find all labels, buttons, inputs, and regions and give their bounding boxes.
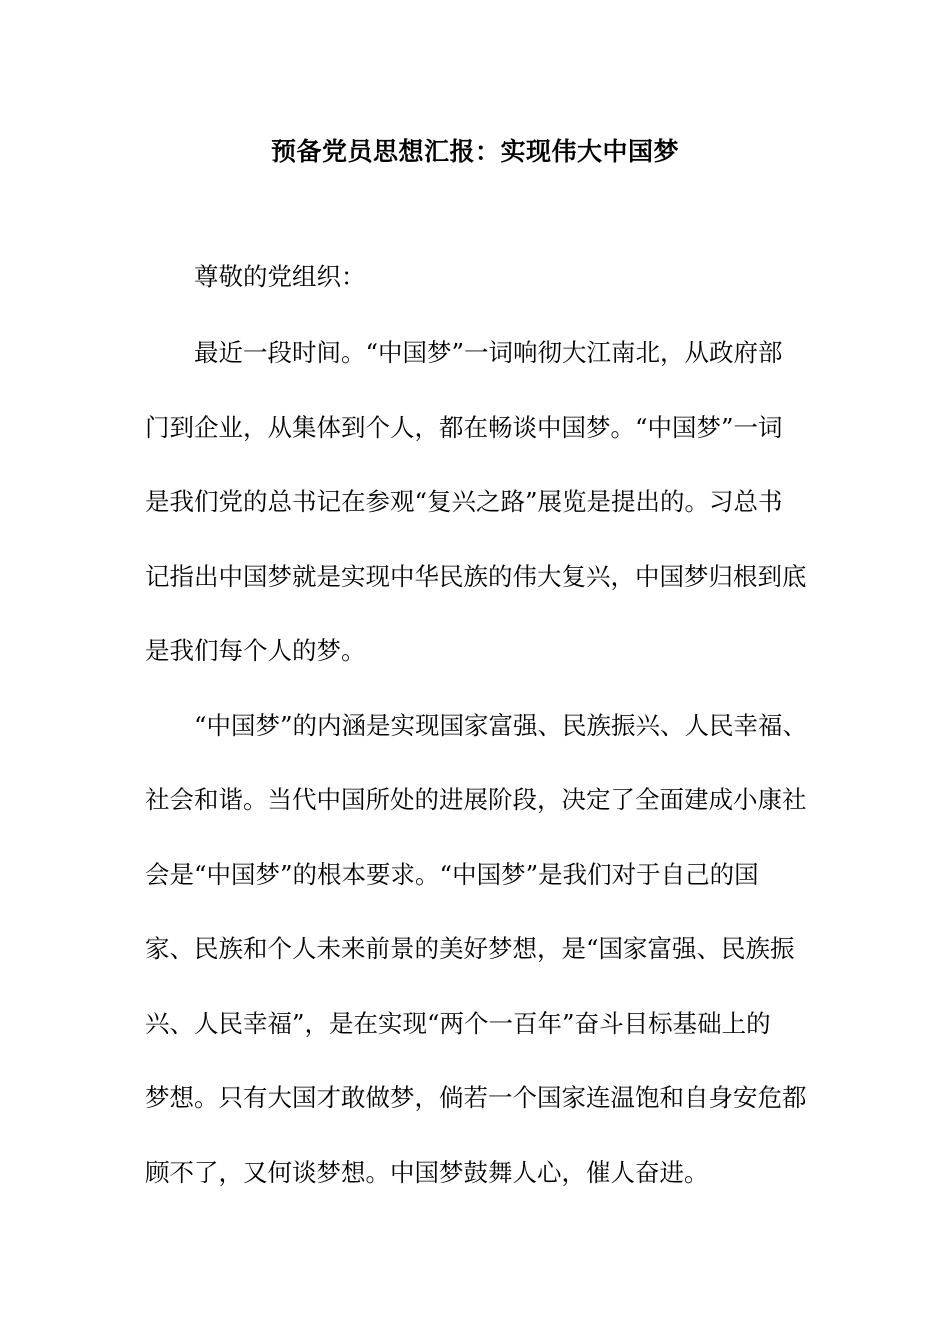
document-title: 预备党员思想汇报：实现伟大中国梦 bbox=[270, 137, 679, 166]
paragraph-line: 兴、人民幸福”，是在实现“两个一百年”奋斗目标基础上的 bbox=[145, 1009, 771, 1038]
paragraph-line: 社会和谐。当代中国所处的进展阶段，决定了全面建成小康社 bbox=[145, 785, 807, 814]
salutation-line: 尊敬的党组织： bbox=[194, 262, 366, 291]
paragraph-line: 顾不了，又何谈梦想。中国梦鼓舞人心，催人奋进。 bbox=[145, 1158, 709, 1187]
paragraph-line: 是我们每个人的梦。 bbox=[145, 636, 366, 665]
paragraph-line: 梦想。只有大国才敢做梦，倘若一个国家连温饱和自身安危都 bbox=[145, 1083, 807, 1112]
paragraph-line: 会是“中国梦”的根本要求。“中国梦”是我们对于自己的国 bbox=[145, 860, 759, 889]
paragraph-line: “中国梦”的内涵是实现国家富强、民族振兴、人民幸福、 bbox=[194, 711, 808, 740]
paragraph-line: 是我们党的总书记在参观“复兴之路”展览是提出的。习总书 bbox=[145, 487, 783, 516]
paragraph-line: 最近一段时间。“中国梦”一词响彻大江南北，从政府部 bbox=[194, 338, 783, 367]
paragraph-line: 家、民族和个人未来前景的美好梦想，是“国家富强、民族振 bbox=[145, 934, 795, 963]
paragraph-line: 门到企业，从集体到个人，都在畅谈中国梦。“中国梦”一词 bbox=[145, 413, 783, 442]
paragraph-line: 记指出中国梦就是实现中华民族的伟大复兴，中国梦归根到底 bbox=[145, 562, 807, 591]
